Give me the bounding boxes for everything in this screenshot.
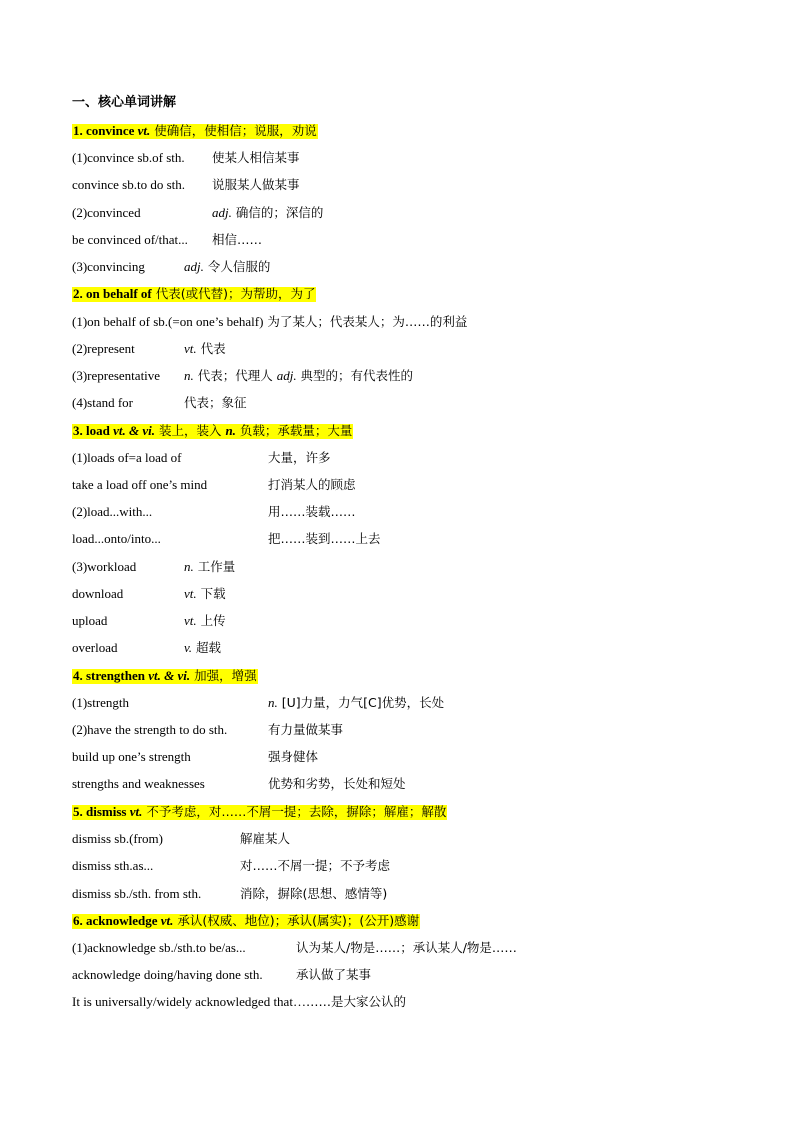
entry-title-dismiss xyxy=(72,801,447,822)
entry-row: (1)on behalf of sb.(=on one’s behalf) 为了某人；代表某人；为……的利益 xyxy=(72,314,468,329)
entry-row: (1)loads of=a load of 大量，许多 xyxy=(72,450,331,465)
entry-row: build up one’s strength 强身健体 xyxy=(72,749,319,764)
entry-row: (2)convinced adj. 确信的；深信的 xyxy=(72,205,324,220)
entry-row: (4)stand for 代表；象征 xyxy=(72,395,247,410)
entry-title-acknowledge xyxy=(72,910,420,931)
entry-row: download vt. 下载 xyxy=(72,586,226,601)
entry-row: It is universally/widely acknowledged that………是大家公认的 xyxy=(72,994,406,1009)
entry-row: dismiss sb./sth. from sth. 消除，摒除(思想、感情等) xyxy=(72,886,388,901)
entry-row: (1)strength n. [U]力量，力气[C]优势，长处 xyxy=(72,695,445,710)
entry-row: overload v. 超载 xyxy=(72,640,222,655)
entry-row: dismiss sth.as... 对……不屑一提；不予考虑 xyxy=(72,858,391,873)
entry-row: convince sb.to do sth. 说服某人做某事 xyxy=(72,177,300,192)
highlight: 5. dismiss vt. 不予考虑，对……不屑一提；去除，摒除；解雇；解散 xyxy=(73,804,447,819)
section-heading: 一、核心单词讲解 xyxy=(72,95,177,110)
entry-title-convince xyxy=(72,120,318,141)
highlight: 1. convince vt. 使确信，使相信；说服，劝说 xyxy=(73,123,317,138)
entry-title-strengthen xyxy=(72,665,258,686)
highlight: 4. strengthen vt. & vi. 加强，增强 xyxy=(73,668,257,683)
entry-row: (3)representative n. 代表；代理人 adj. 典型的；有代表性的 xyxy=(72,368,414,383)
entry-row: (2)have the strength to do sth. 有力量做某事 xyxy=(72,722,344,737)
highlight: 6. acknowledge vt. 承认(权威、地位)；承认(属实)；(公开)感谢 xyxy=(73,913,420,928)
entry-row: upload vt. 上传 xyxy=(72,613,226,628)
entry-row: (2)load...with... 用……装载…… xyxy=(72,504,356,519)
entry-row: (3)workload n. 工作量 xyxy=(72,559,236,574)
highlight: 2. on behalf of 代表(或代替)；为帮助，为了 xyxy=(73,286,316,301)
entry-row: dismiss sb.(from) 解雇某人 xyxy=(72,831,291,846)
entry-row: take a load off one’s mind 打消某人的顾虑 xyxy=(72,477,356,492)
entry-title-on-behalf-of xyxy=(72,283,316,304)
entry-row: acknowledge doing/having done sth. 承认做了某事 xyxy=(72,967,372,982)
entry-row: be convinced of/that... 相信…… xyxy=(72,232,263,247)
entry-row: strengths and weaknesses 优势和劣势，长处和短处 xyxy=(72,776,406,791)
entry-row: (1)acknowledge sb./sth.to be/as... 认为某人/物是……；承认某人/物是…… xyxy=(72,940,517,955)
entry-title-load xyxy=(72,420,353,441)
entry-row: load...onto/into... 把……装到……上去 xyxy=(72,531,381,546)
entry-row: (1)convince sb.of sth. 使某人相信某事 xyxy=(72,150,300,165)
entry-row: (3)convincing adj. 令人信服的 xyxy=(72,259,271,274)
entry-row: (2)represent vt. 代表 xyxy=(72,341,226,356)
highlight: 3. load vt. & vi. 装上，装入 n. 负载；承载量；大量 xyxy=(73,423,353,438)
